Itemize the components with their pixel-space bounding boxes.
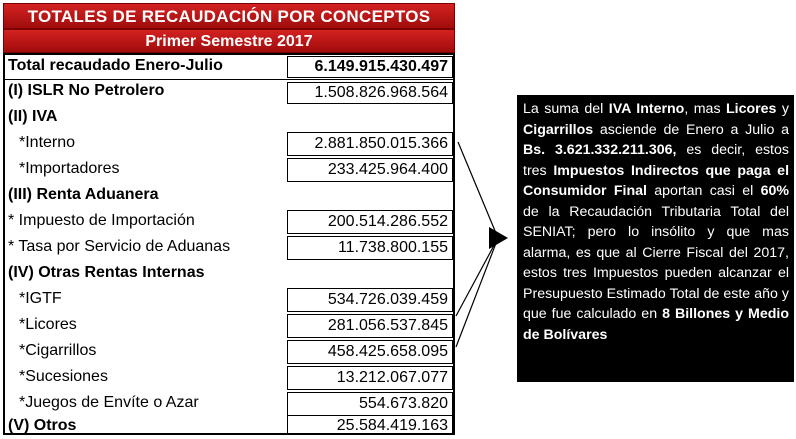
row-label: (V) Otros <box>8 417 77 434</box>
connector-line <box>456 238 498 316</box>
row-value: 2.881.850.015.366 <box>287 132 453 156</box>
connector-line <box>458 142 498 238</box>
row-value: 1.508.826.968.564 <box>287 82 453 104</box>
row-label: (II) IVA <box>8 108 58 125</box>
row-value: 11.738.800.155 <box>287 236 453 260</box>
row-label: *Importadores <box>19 160 120 177</box>
row-label: *Licores <box>19 316 77 333</box>
row-label: *Juegos de Envíte o Azar <box>19 394 199 411</box>
row-value: 25.584.419.163 <box>287 415 453 435</box>
row-label: (IV) Otras Rentas Internas <box>8 264 205 281</box>
row-label: *IGTF <box>19 290 62 307</box>
row-value: 458.425.658.095 <box>287 340 453 364</box>
explanation-note: La suma del IVA Interno, mas Licores y Cigarrillos asciende de Enero a Julio a Bs. 3.621.332.211.306, es decir, estos tres Impuestos Indirectos que paga el Consumidor Final aportan casi el 60% de la Recaudación Tributaria Total del SENIAT; pero lo insólito y que mas alarma, es que al Cierre Fiscal del 2017, estos tres Impuestos pueden alcanzar el Presupuesto Estimado Total de este año y que fue calculado en 8 Billones y Medio de Bolívares <box>517 95 794 382</box>
row-label: *Cigarrillos <box>19 342 97 359</box>
row-label: * Tasa por Servicio de Aduanas <box>8 238 231 255</box>
connector-line <box>456 238 498 347</box>
row-value: 281.056.537.845 <box>287 314 453 338</box>
row-label: (III) Renta Aduanera <box>8 186 159 203</box>
row-label: * Impuesto de Importación <box>8 212 195 229</box>
row-value: 534.726.039.459 <box>287 288 453 312</box>
arrow-head-icon <box>489 227 508 249</box>
report-title: TOTALES DE RECAUDACIÓN POR CONCEPTOS <box>3 3 455 29</box>
row-value: 233.425.964.400 <box>287 158 453 182</box>
row-value: 13.212.067.077 <box>287 366 453 390</box>
row-label: *Interno <box>19 134 76 151</box>
row-label: (I) ISLR No Petrolero <box>8 82 165 99</box>
row-label: *Sucesiones <box>19 368 108 385</box>
row-value: 200.514.286.552 <box>287 210 453 234</box>
total-label: Total recaudado Enero-Julio <box>8 57 223 74</box>
report-subtitle: Primer Semestre 2017 <box>3 29 455 53</box>
row-value: 554.673.820 <box>287 392 453 416</box>
total-value: 6.149.915.430.497 <box>287 56 453 78</box>
